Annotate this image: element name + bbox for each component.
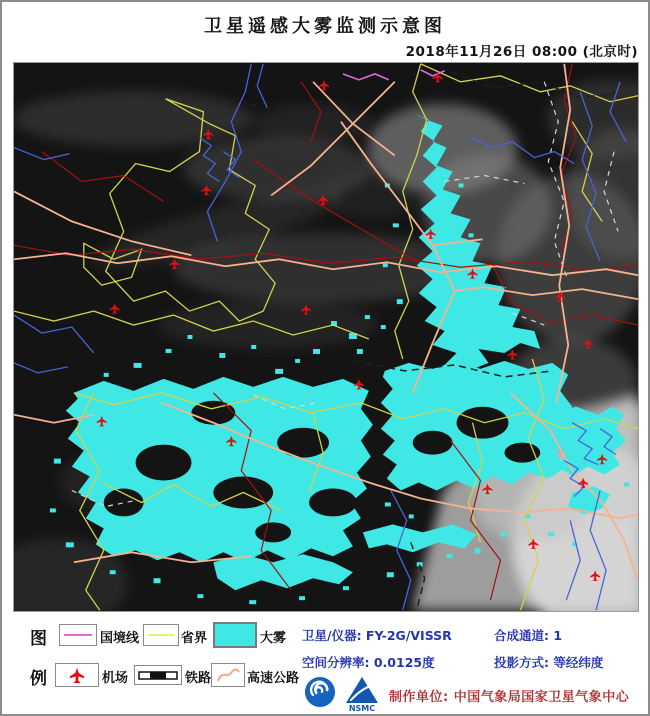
airport-swatch bbox=[55, 663, 99, 687]
cma-logo bbox=[303, 675, 337, 713]
legend-item-airport: 机场 bbox=[102, 671, 129, 686]
nsmc-logo bbox=[343, 676, 381, 716]
page-title: 卫星遥感大雾监测示意图 bbox=[204, 16, 446, 37]
projection-info: 投影方式: 等经纬度 bbox=[494, 655, 604, 670]
railway-swatch bbox=[134, 665, 182, 685]
legend-item-highway: 高速公路 bbox=[247, 671, 300, 686]
observation-datetime: 2018年11月26日 08:00 (北京时) bbox=[405, 44, 638, 60]
highway-icon bbox=[215, 666, 241, 684]
satellite-map-canvas bbox=[14, 63, 638, 611]
national-border-line-icon bbox=[62, 630, 94, 640]
legend-item-railway: 铁路 bbox=[185, 671, 212, 686]
province-border-swatch bbox=[143, 624, 179, 646]
spatial-resolution-info: 空间分辨率: 0.0125度 bbox=[302, 655, 435, 670]
nsmc-logo-icon bbox=[343, 676, 381, 712]
producer-credit: 制作单位: 中国气象局国家卫星气象中心 bbox=[389, 690, 630, 705]
satellite-map bbox=[13, 62, 639, 612]
legend-item-fog: 大雾 bbox=[260, 631, 287, 646]
legend-label-bottom: 例 bbox=[30, 669, 47, 689]
legend-item-province-border: 省界 bbox=[181, 631, 208, 646]
province-border-line-icon bbox=[146, 630, 176, 640]
highway-swatch bbox=[211, 663, 245, 687]
cma-logo-icon bbox=[303, 675, 337, 709]
airplane-icon bbox=[67, 665, 87, 685]
national-border-swatch bbox=[59, 624, 97, 646]
fog-swatch bbox=[213, 622, 257, 648]
legend-label-top: 图 bbox=[30, 629, 47, 649]
nsmc-logo-text: NSMC bbox=[348, 704, 376, 712]
legend-item-national-border: 国境线 bbox=[100, 631, 140, 646]
composite-channel-info: 合成通道: 1 bbox=[494, 628, 563, 643]
railway-icon bbox=[138, 670, 178, 681]
satellite-instrument-info: 卫星/仪器: FY-2G/VISSR bbox=[302, 628, 452, 643]
